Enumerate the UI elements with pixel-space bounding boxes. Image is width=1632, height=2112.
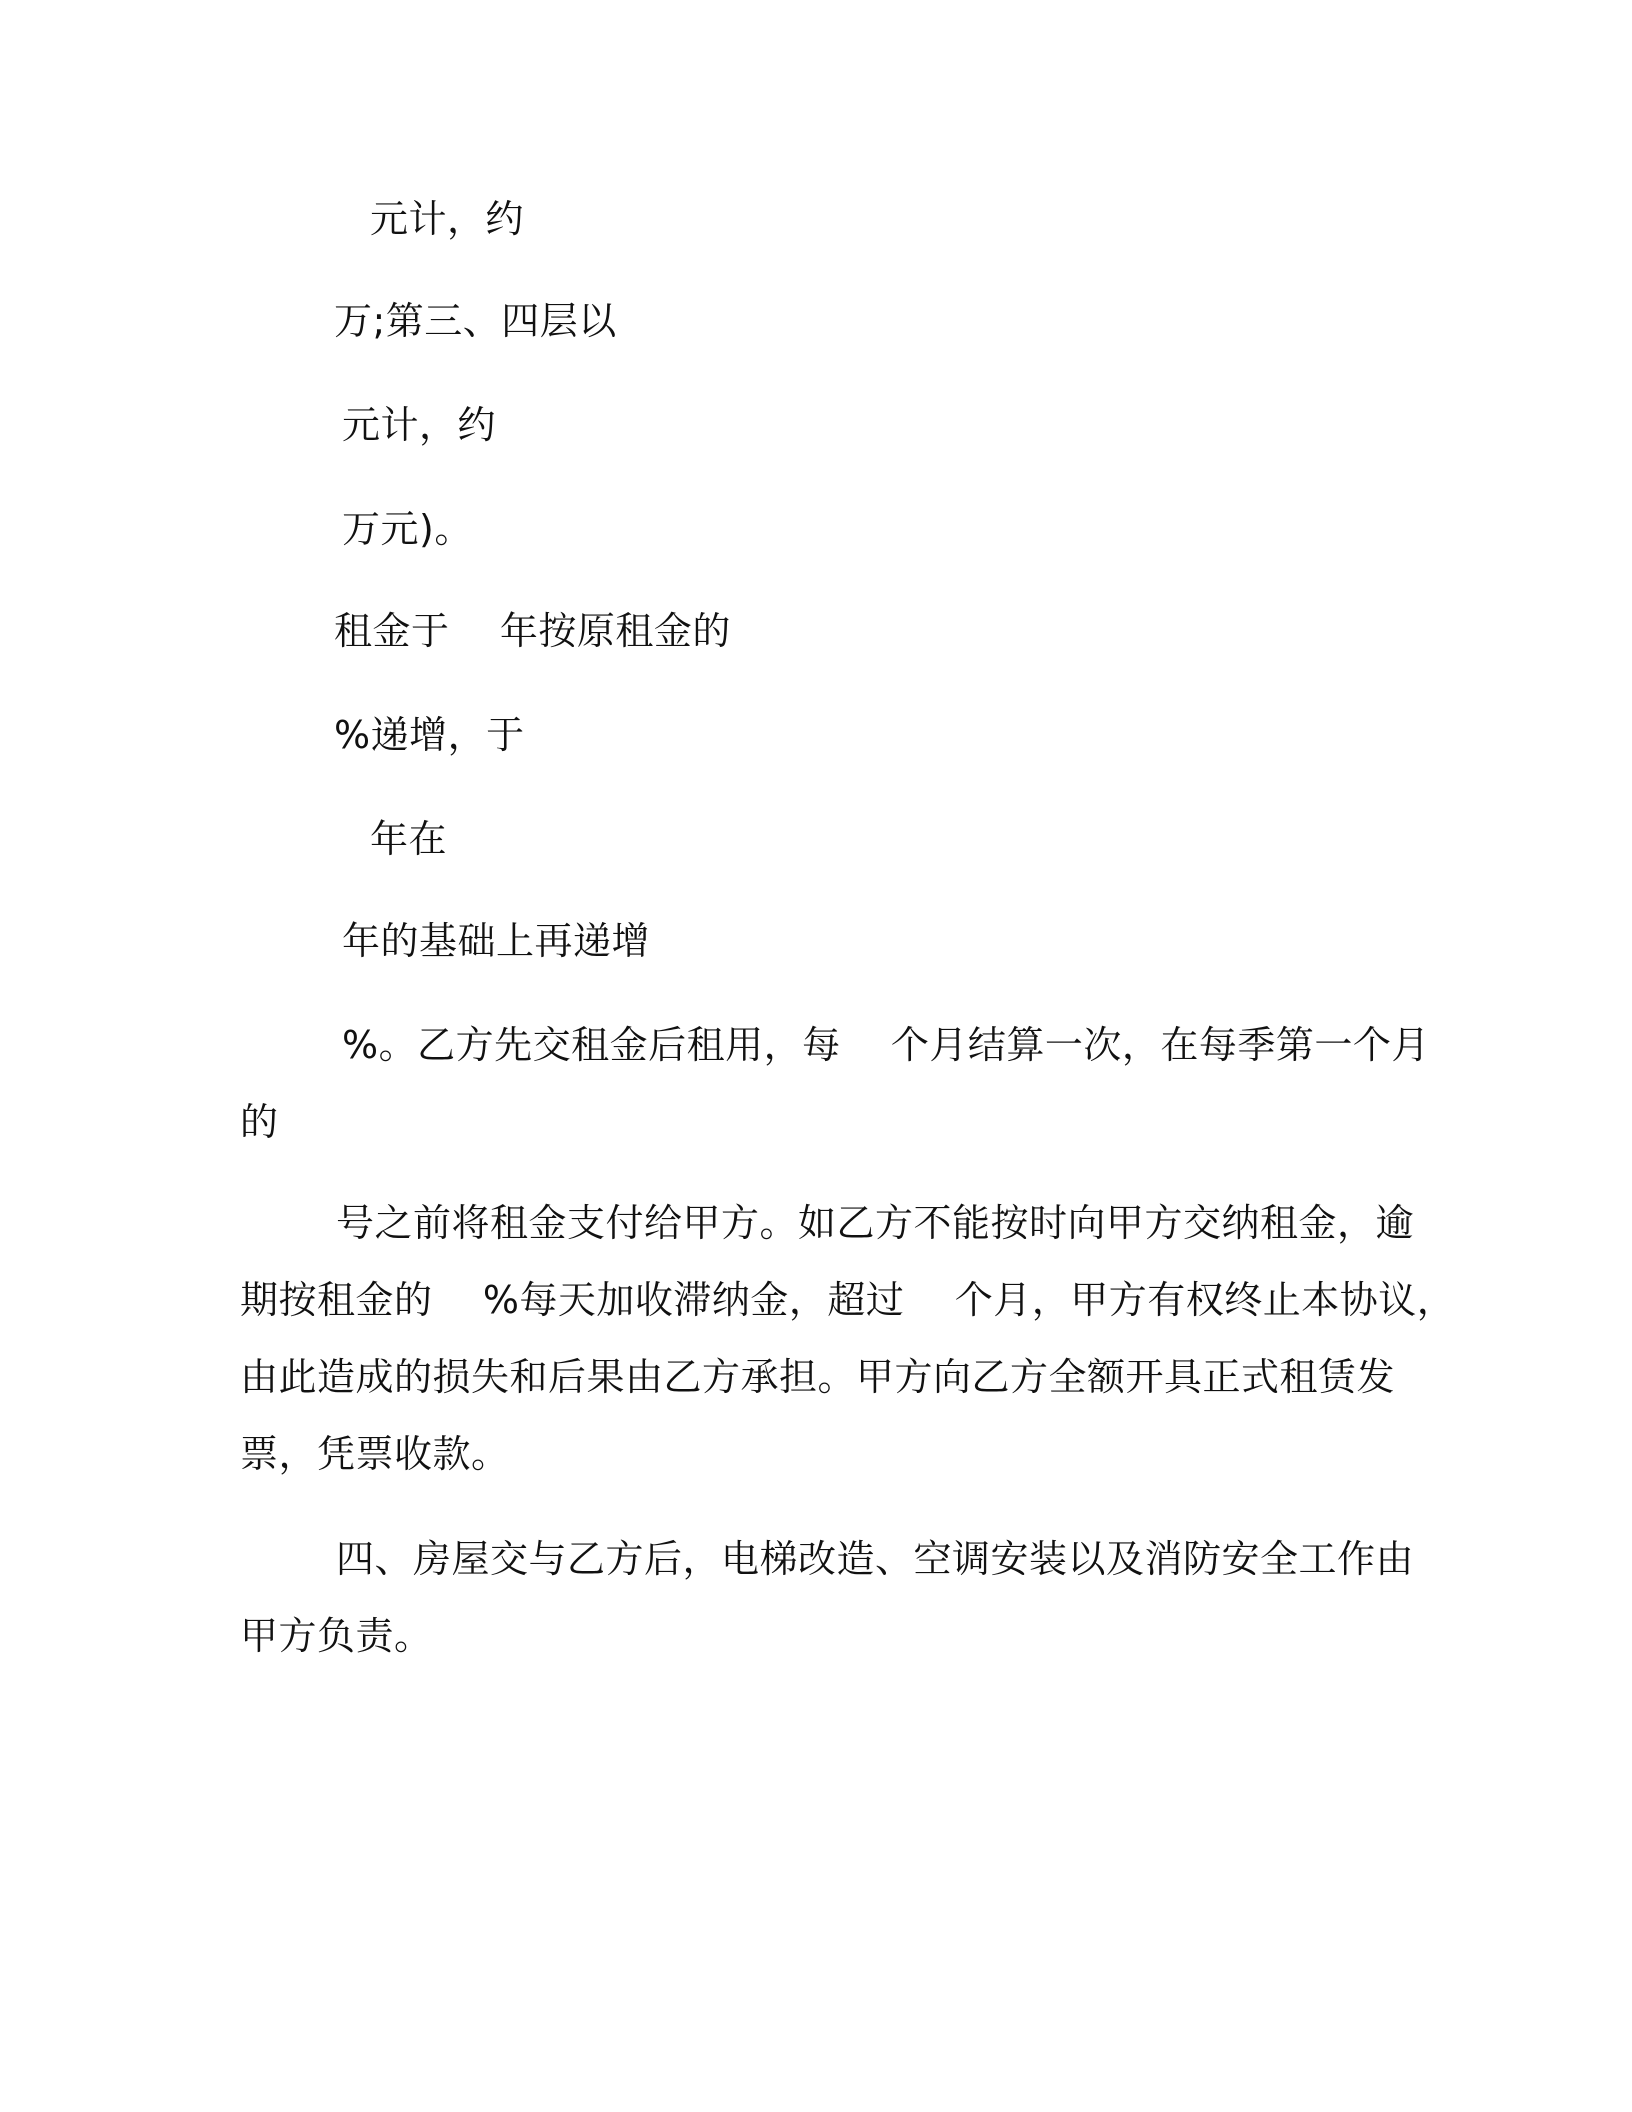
fragment-line-4: 万元)。 [342, 507, 473, 551]
fragment-line-8: 年的基础上再递增 [342, 919, 651, 963]
paragraph-line: 由此造成的损失和后果由乙方承担。甲方向乙方全额开具正式租赁发 [240, 1355, 1396, 1399]
fragment-line-5: 租金于 年按原租金的 [334, 609, 731, 653]
paragraph-line: 期按租金的 %每天加收滞纳金，超过 个月，甲方有权终止本协议， [240, 1278, 1456, 1322]
paragraph-clause-four [240, 1521, 1415, 1675]
fragment-line-1: 元计，约 [370, 197, 525, 241]
paragraph-first-line: 号之前将租金支付给甲方。如乙方不能按时向甲方交纳租金，逾 [336, 1201, 1415, 1245]
fragment-line-7: 年在 [370, 817, 448, 861]
paragraph-first-line: %。乙方先交租金后租用，每 个月结算一次，在每季第一个月 [342, 1023, 1430, 1067]
fragment-line-6: %递增，于 [334, 713, 525, 757]
paragraph-line: 甲方负责。 [240, 1614, 433, 1658]
paragraph-line: 票，凭票收款。 [240, 1432, 510, 1476]
paragraph-line: 的 [240, 1100, 279, 1144]
fragment-line-3: 元计，约 [342, 403, 497, 447]
paragraph-late-fees [240, 1185, 1456, 1493]
paragraph-first-line: 四、房屋交与乙方后，电梯改造、空调安装以及消防安全工作由 [336, 1537, 1415, 1581]
fragment-line-2: 万;第三、四层以 [334, 299, 617, 343]
paragraph-payment-terms [240, 1007, 1430, 1161]
